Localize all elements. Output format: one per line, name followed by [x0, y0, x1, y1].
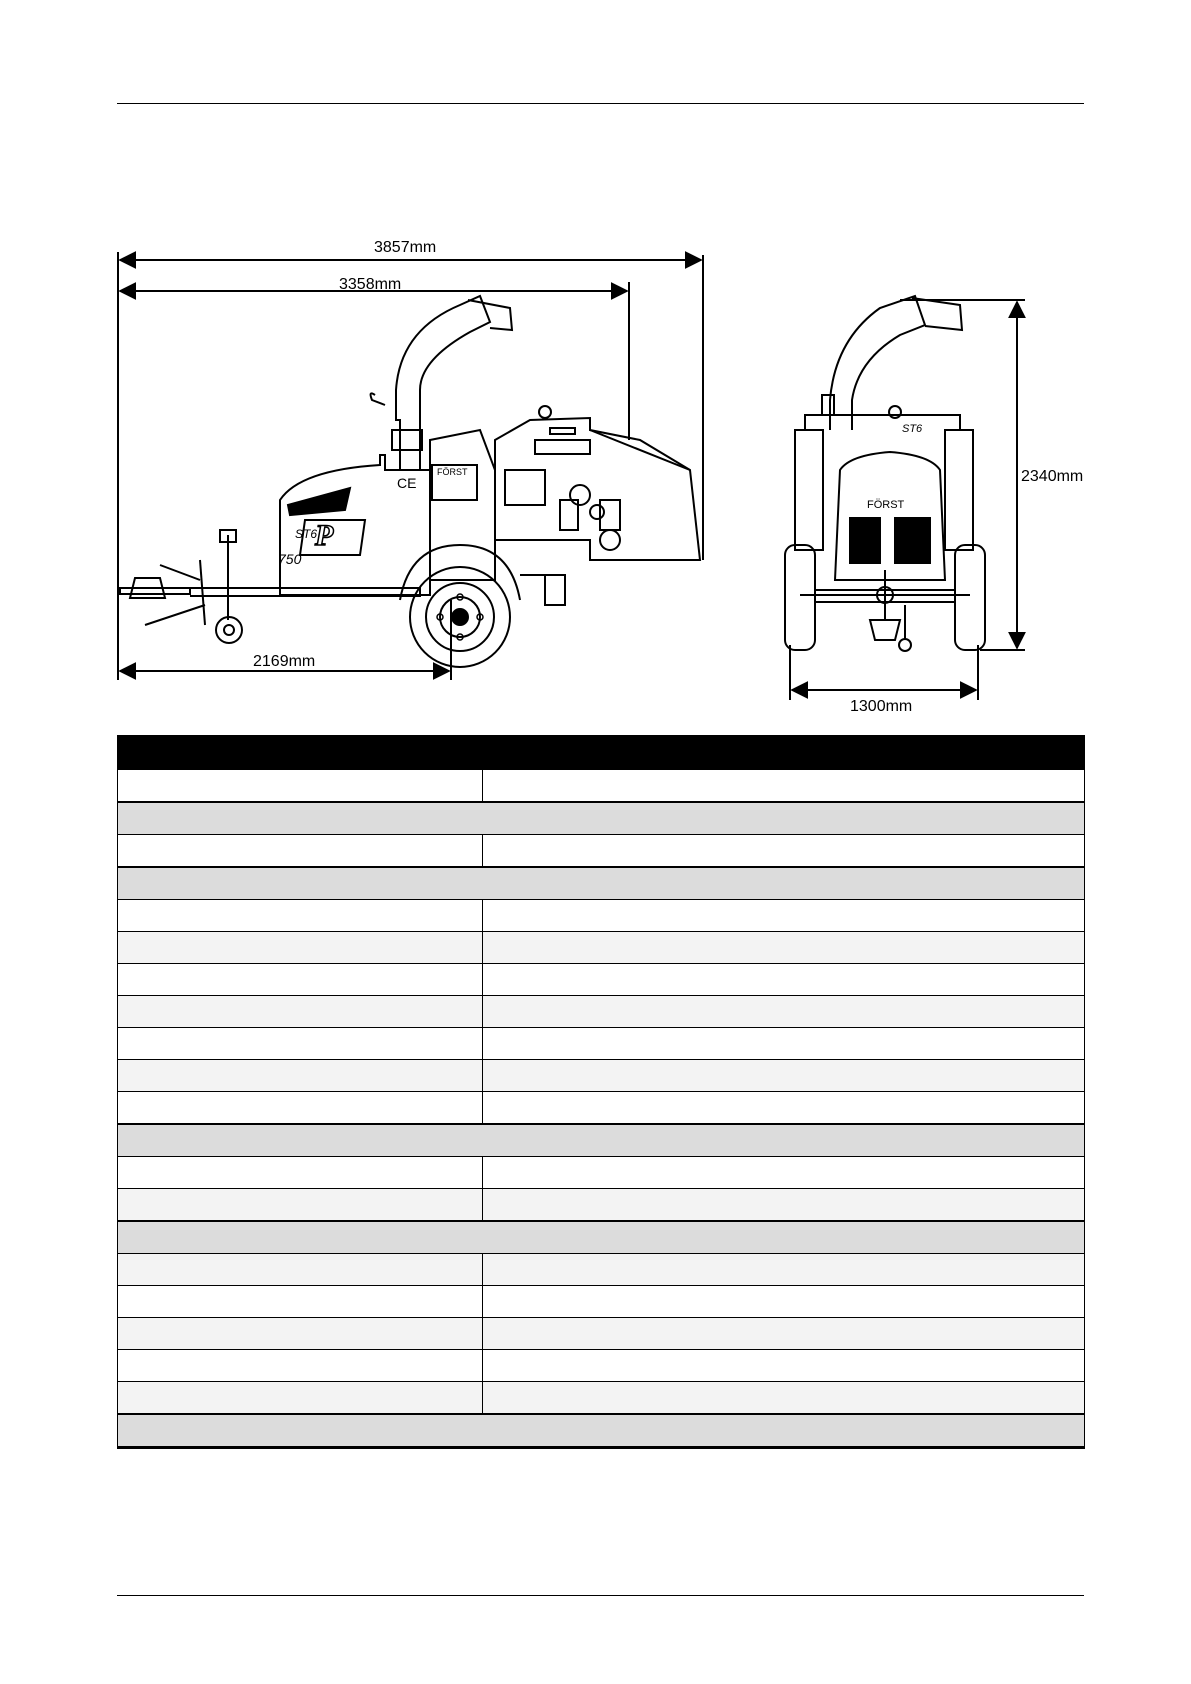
- label-cell: [118, 1028, 483, 1060]
- table-section-row: [118, 802, 1085, 835]
- label-cell: [118, 932, 483, 964]
- table-row: [118, 835, 1085, 868]
- value-cell: [483, 1060, 1085, 1092]
- label-cell: [118, 770, 483, 803]
- left-tyre: [785, 545, 815, 650]
- variant-badge-side: 750: [278, 551, 302, 567]
- front-view: [785, 296, 1025, 700]
- label-cell: [118, 1318, 483, 1350]
- label-cell: [118, 996, 483, 1028]
- table-row: [118, 1254, 1085, 1286]
- specification-table: [117, 735, 1085, 1449]
- label-cell: [118, 1157, 483, 1189]
- label-cell: [118, 1286, 483, 1318]
- ce-mark: CE: [397, 475, 417, 491]
- value-cell: [483, 1382, 1085, 1415]
- right-tyre: [955, 545, 985, 650]
- value-cell: [483, 770, 1085, 803]
- table-row: [118, 900, 1085, 932]
- hood-vent: [288, 488, 350, 515]
- label-body-length: 3358mm: [339, 276, 402, 293]
- section-cell: [118, 1221, 1085, 1254]
- table-row: [118, 996, 1085, 1028]
- value-cell: [483, 835, 1085, 868]
- chipper-housing: [430, 430, 495, 580]
- value-cell: [483, 900, 1085, 932]
- label-cell: [118, 1382, 483, 1415]
- table-row: [118, 1382, 1085, 1415]
- table-row: [118, 1028, 1085, 1060]
- value-cell: [483, 932, 1085, 964]
- value-cell: [483, 1286, 1085, 1318]
- model-badge-side: ST6: [295, 527, 318, 541]
- label-cell: [118, 1060, 483, 1092]
- header-cell-label: [118, 736, 483, 770]
- table-section-row: [118, 1414, 1085, 1448]
- label-cell: [118, 1189, 483, 1222]
- section-cell: [118, 1124, 1085, 1157]
- section-cell: [118, 867, 1085, 900]
- value-cell: [483, 1254, 1085, 1286]
- feed-hopper: [495, 418, 700, 560]
- value-cell: [483, 1092, 1085, 1125]
- section-cell: [118, 1414, 1085, 1448]
- front-grille: [850, 518, 880, 563]
- machine-dimension-drawings: [0, 0, 1191, 730]
- header-cell-value: [483, 736, 1085, 770]
- table-row: [118, 770, 1085, 803]
- table-row: [118, 1350, 1085, 1382]
- section-cell: [118, 802, 1085, 835]
- logo-side: FÖRST: [437, 467, 468, 477]
- discharge-chute: [396, 296, 490, 470]
- value-cell: [483, 964, 1085, 996]
- model-badge-front: ST6: [902, 423, 923, 435]
- label-cell: [118, 900, 483, 932]
- label-cell: [118, 1350, 483, 1382]
- table-section-row: [118, 1221, 1085, 1254]
- value-cell: [483, 1157, 1085, 1189]
- table-row: [118, 964, 1085, 996]
- value-cell: [483, 1189, 1085, 1222]
- logo-front: FÖRST: [867, 499, 905, 511]
- value-cell: [483, 1318, 1085, 1350]
- label-width: 1300mm: [850, 698, 913, 715]
- table-header-row: [118, 736, 1085, 770]
- svg-text:P: P: [315, 519, 334, 552]
- table-row: [118, 1286, 1085, 1318]
- label-cell: [118, 1254, 483, 1286]
- label-overall-length: 3857mm: [374, 239, 437, 256]
- table-section-row: [118, 867, 1085, 900]
- label-cell: [118, 964, 483, 996]
- table-row: [118, 932, 1085, 964]
- table-row: [118, 1157, 1085, 1189]
- value-cell: [483, 1350, 1085, 1382]
- table-row: [118, 1189, 1085, 1222]
- jockey-wheel: [216, 617, 242, 643]
- label-cell: [118, 1092, 483, 1125]
- table-row: [118, 1092, 1085, 1125]
- label-wheelbase-length: 2169mm: [253, 653, 316, 670]
- label-height: 2340mm: [1021, 468, 1084, 485]
- footer-rule: [117, 1595, 1084, 1596]
- table-row: [118, 1060, 1085, 1092]
- drawbar: [120, 578, 190, 598]
- side-view: [118, 252, 703, 680]
- table-row: [118, 1318, 1085, 1350]
- value-cell: [483, 996, 1085, 1028]
- value-cell: [483, 1028, 1085, 1060]
- front-chute: [830, 296, 925, 430]
- table-section-row: [118, 1124, 1085, 1157]
- label-cell: [118, 835, 483, 868]
